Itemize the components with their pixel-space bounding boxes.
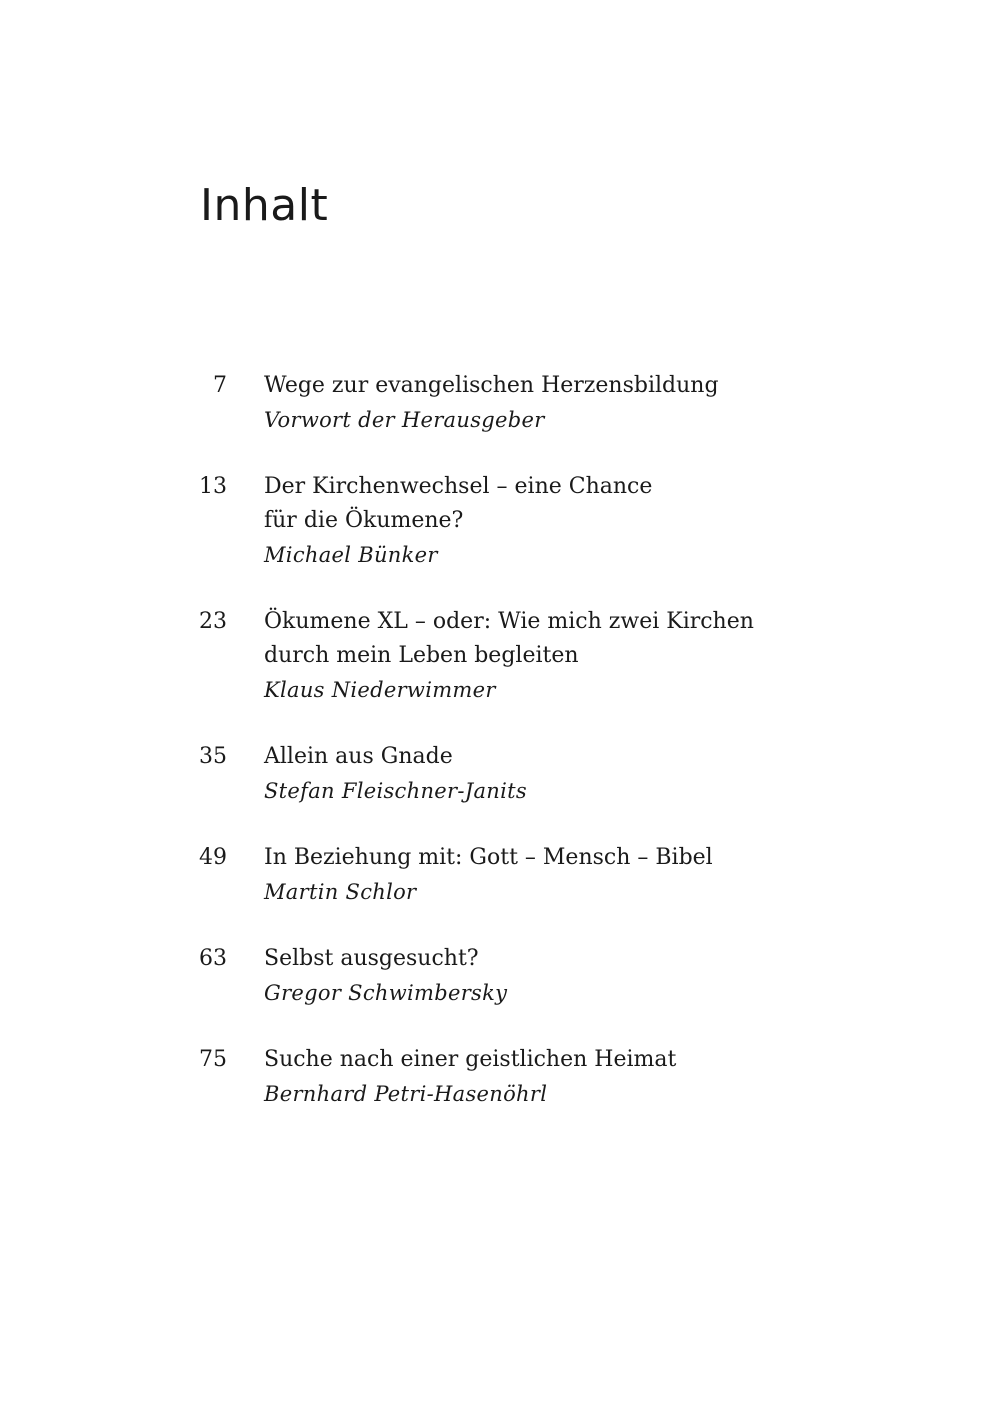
entry-title-continued: für die Ökumene? [264,508,464,533]
entry-author: Gregor Schwimbersky [264,981,508,1005]
entry-author: Martin Schlor [264,880,417,904]
toc-entry[interactable] [180,470,820,572]
entry-title: Selbst ausgesucht? [264,946,479,971]
entry-author: Stefan Fleischner-Janits [264,779,527,803]
page-number: 63 [199,946,227,971]
toc-entry[interactable] [180,942,820,1010]
entry-title: In Beziehung mit: Gott – Mensch – Bibel [264,845,713,870]
page-number: 49 [199,845,227,870]
page-number: 75 [199,1047,227,1072]
page-number: 23 [199,609,227,634]
entry-author: Bernhard Petri-Hasenöhrl [264,1082,548,1106]
entry-title: Der Kirchenwechsel – eine Chance [264,474,653,499]
page-title: Inhalt [200,180,329,231]
page-number: 13 [199,474,227,499]
entry-author: Vorwort der Herausgeber [264,408,545,432]
entry-title: Ökumene XL – oder: Wie mich zwei Kirchen [264,609,754,634]
entry-title: Suche nach einer geistlichen Heimat [264,1047,677,1072]
toc-entry[interactable] [180,1043,820,1111]
toc-entry[interactable] [180,841,820,909]
table-of-contents [180,369,820,1144]
entry-author: Michael Bünker [264,543,438,567]
entry-title: Wege zur evangelischen Herzensbildung [264,373,719,398]
toc-entry[interactable] [180,369,820,437]
page-number: 7 [213,373,227,398]
entry-title-continued: durch mein Leben begleiten [264,643,579,668]
entry-author: Klaus Niederwimmer [264,678,496,702]
toc-entry[interactable] [180,740,820,808]
toc-entry[interactable] [180,605,820,707]
page-number: 35 [199,744,227,769]
entry-title: Allein aus Gnade [264,744,453,769]
